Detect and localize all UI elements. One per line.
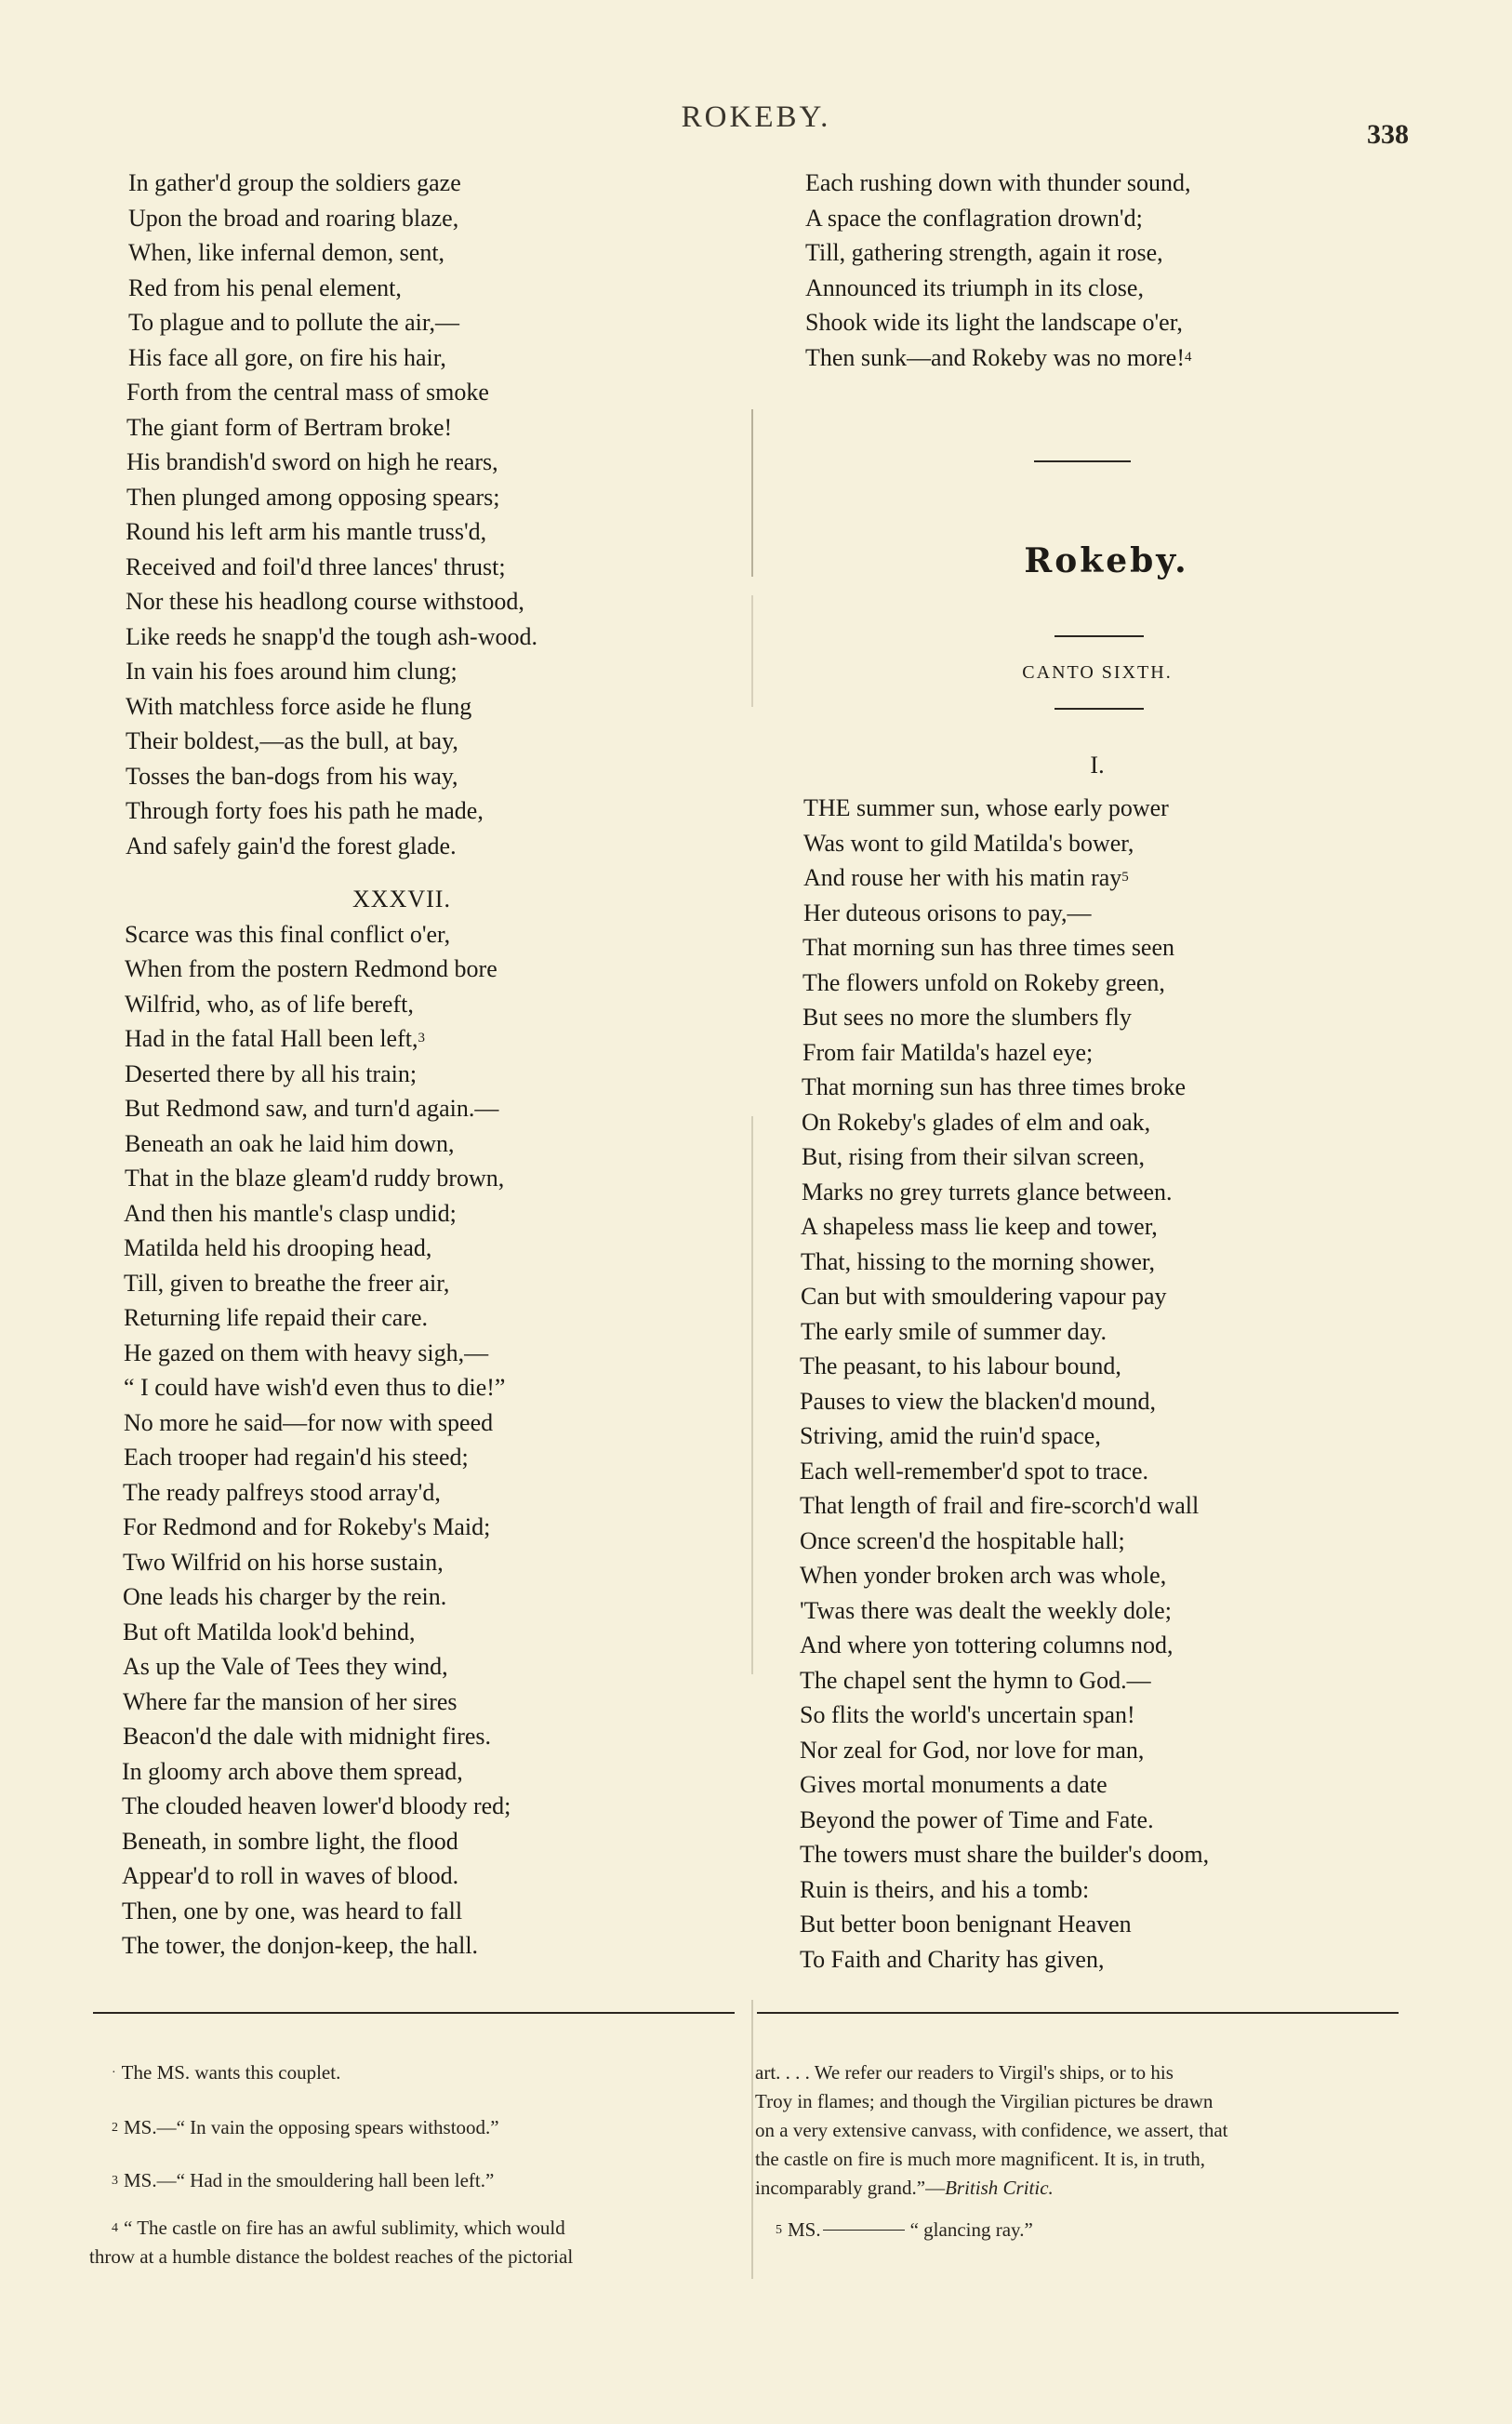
- footnote-text: MS.—“ Had in the smouldering hall been left.”: [124, 2169, 495, 2191]
- verse-line: Her duteous orisons to pay,—: [803, 899, 1092, 926]
- verse-line: That in the blaze gleam'd ruddy brown,: [125, 1165, 505, 1192]
- verse-line: His face all gore, on fire his hair,: [128, 343, 446, 371]
- footnotes-left: [89, 2214, 740, 2271]
- verse-line: In gloomy arch above them spread,: [122, 1757, 463, 1785]
- footnote-4-line: art. . . . We refer our readers to Virgil's ships, or to his: [755, 2061, 1174, 2084]
- verse-line: Two Wilfrid on his horse sustain,: [123, 1548, 444, 1576]
- canto-title: CANTO SIXTH.: [1022, 662, 1173, 683]
- verse-line: But oft Matilda look'd behind,: [123, 1618, 416, 1645]
- verse-line: In gather'd group the soldiers gaze: [128, 169, 461, 196]
- verse-line: Nor these his headlong course withstood,: [126, 588, 524, 615]
- verse-line: Then, one by one, was heard to fall: [122, 1897, 463, 1925]
- verse-line: Wilfrid, who, as of life bereft,: [125, 990, 414, 1018]
- footnote-label: MS.: [788, 2218, 821, 2241]
- verse-line: Beacon'd the dale with midnight fires.: [123, 1723, 492, 1750]
- verse-line: Striving, amid the ruin'd space,: [800, 1422, 1101, 1449]
- footnote-mark: 2: [112, 2121, 118, 2135]
- verse-line: On Rokeby's glades of elm and oak,: [802, 1108, 1151, 1136]
- footnote-4-line: on a very extensive canvass, with confidence, we assert, that: [755, 2119, 1228, 2141]
- verse-line: Deserted there by all his train;: [125, 1059, 418, 1087]
- verse-line: As up the Vale of Tees they wind,: [123, 1653, 448, 1680]
- footnote-ref: 4: [1184, 349, 1192, 365]
- verse-line: Gives mortal monuments a date: [800, 1771, 1107, 1798]
- verse-line: But, rising from their silvan screen,: [802, 1143, 1145, 1170]
- verse-line: In vain his foes around him clung;: [126, 658, 458, 685]
- verse-line: Returning life repaid their care.: [124, 1304, 429, 1331]
- footnote-2: [112, 2113, 740, 2142]
- verse-line: Each well-remember'd spot to trace.: [800, 1457, 1149, 1485]
- footnote-mark: ·: [112, 2066, 116, 2080]
- verse-line: That, hissing to the morning shower,: [801, 1247, 1155, 1275]
- footnotes-right: [749, 2058, 1419, 2244]
- verse-line: But Redmond saw, and turn'd again.—: [125, 1095, 499, 1122]
- verse-line: The clouded heaven lower'd bloody red;: [122, 1792, 511, 1819]
- verse-line: Till, gathering strength, again it rose,: [805, 239, 1163, 266]
- verse-line: The ready palfreys stood array'd,: [123, 1478, 441, 1506]
- verse-line: Each trooper had regain'd his steed;: [124, 1444, 469, 1471]
- footnote-4-line: Troy in flames; and though the Virgilian pictures be drawn: [755, 2090, 1214, 2112]
- verse-line: Nor zeal for God, nor love for man,: [800, 1736, 1145, 1764]
- section-rule: [1054, 708, 1144, 710]
- verse-line: The peasant, to his labour bound,: [800, 1352, 1121, 1379]
- verse-line: Shook wide its light the landscape o'er,: [805, 309, 1183, 336]
- footnote-5: [776, 2216, 1419, 2244]
- verse-line: Received and foil'd three lances' thrust;: [126, 553, 506, 580]
- verse-line: When, like infernal demon, sent,: [128, 239, 445, 266]
- verse-block-2: [123, 917, 718, 1964]
- footnote-mark: 5: [776, 2223, 782, 2237]
- verse-line: And then his mantle's clasp undid;: [124, 1199, 457, 1227]
- footnote-4-end: [755, 2174, 1419, 2203]
- verse-line: Round his left arm his mantle truss'd,: [126, 518, 487, 545]
- footnote-rule: [757, 2012, 1399, 2014]
- verse-block-1: [123, 166, 718, 863]
- footnote-mark: 3: [112, 2174, 118, 2188]
- verse-line: Tosses the ban-dogs from his way,: [126, 762, 458, 790]
- verse-line: Through forty foes his path he made,: [126, 797, 484, 824]
- verse-line: To Faith and Charity has given,: [800, 1945, 1105, 1973]
- verse-line: No more he said—for now with speed: [124, 1408, 494, 1436]
- footnote-text: incomparably grand.”—: [755, 2177, 946, 2199]
- verse-line: So flits the world's uncertain span!: [800, 1701, 1135, 1728]
- verse-line: That morning sun has three times seen: [802, 934, 1175, 961]
- verse-line: When yonder broken arch was whole,: [800, 1562, 1167, 1589]
- footnote-ref: 3: [418, 1031, 425, 1046]
- footnote-mark: 4: [112, 2221, 118, 2235]
- verse-line: The early smile of summer day.: [801, 1317, 1107, 1345]
- footnote-1: [112, 2058, 740, 2087]
- footnote-text: The MS. wants this couplet.: [121, 2061, 341, 2084]
- verse-line: Forth from the central mass of smoke: [126, 379, 489, 406]
- verse-line: When from the postern Redmond bore: [125, 955, 497, 982]
- footnote-text: “ glancing ray.”: [909, 2218, 1033, 2241]
- verse-line: The flowers unfold on Rokeby green,: [802, 968, 1165, 996]
- footnote-source: British Critic.: [945, 2177, 1054, 2199]
- verse-line: “ I could have wish'd even thus to die!”: [124, 1374, 506, 1401]
- verse-line: The towers must share the builder's doom,: [800, 1841, 1210, 1868]
- verse-line: Beneath, in sombre light, the flood: [122, 1827, 458, 1855]
- verse-line: And safely gain'd the forest glade.: [126, 832, 457, 859]
- footnote-ref: 5: [1121, 870, 1129, 885]
- verse-line: Marks no grey turrets glance between.: [802, 1178, 1173, 1205]
- verse-line: A space the conflagration drown'd;: [805, 204, 1143, 232]
- verse-line: Each rushing down with thunder sound,: [805, 169, 1191, 196]
- verse-line: Had in the fatal Hall been left,$^3$: [125, 1025, 425, 1052]
- gutter-line: [751, 595, 753, 707]
- verse-line: But sees no more the slumbers fly: [802, 1004, 1132, 1031]
- verse-line: To plague and to pollute the air,—: [128, 309, 459, 336]
- verse-line: For Redmond and for Rokeby's Maid;: [123, 1513, 491, 1540]
- running-head: ROKEBY.: [681, 100, 831, 134]
- section-title: Rokeby.: [1024, 541, 1189, 580]
- verse-line: He gazed on them with heavy sigh,—: [124, 1339, 489, 1366]
- footnote-4-line: the castle on fire is much more magnificent. It is, in truth,: [755, 2148, 1206, 2170]
- verse-line: One leads his charger by the rein.: [123, 1583, 447, 1610]
- verse-line: Their boldest,—as the bull, at bay,: [126, 727, 458, 754]
- verse-line: Announced its triumph in its close,: [805, 273, 1144, 301]
- page-number: 338: [1367, 119, 1409, 150]
- verse-line: Beneath an oak he laid him down,: [125, 1129, 455, 1157]
- section-rule: [1034, 460, 1131, 462]
- verse-line: And where yon tottering columns nod,: [800, 1632, 1174, 1658]
- verse-line: Matilda held his drooping head,: [124, 1234, 432, 1261]
- footnotes-left: [89, 2166, 740, 2195]
- footnotes-left: [89, 2058, 740, 2087]
- footnote-4-start: [112, 2214, 740, 2243]
- verse-line: From fair Matilda's hazel eye;: [802, 1038, 1094, 1066]
- verse-line: Upon the broad and roaring blaze,: [128, 204, 459, 232]
- verse-line: Then plunged among opposing spears;: [126, 483, 500, 511]
- stanza-number: XXXVII.: [352, 886, 451, 912]
- footnote-rule: [93, 2012, 735, 2014]
- left-column: [123, 166, 718, 1964]
- gutter-line: [751, 1116, 753, 1674]
- verse-line: But better boon benignant Heaven: [800, 1911, 1132, 1938]
- verse-line: The giant form of Bertram broke!: [126, 413, 453, 441]
- footnote-4-line: throw at a humble distance the boldest reaches of the pictorial: [89, 2245, 574, 2268]
- verse-line: Beyond the power of Time and Fate.: [800, 1805, 1154, 1833]
- verse-line: His brandish'd sword on high he rears,: [126, 448, 498, 475]
- verse-line: Red from his penal element,: [128, 273, 402, 301]
- verse-line: Till, given to breathe the freer air,: [124, 1269, 450, 1297]
- verse-line: That length of frail and fire-scorch'd wall: [800, 1492, 1200, 1519]
- footnote-dash: [823, 2230, 905, 2231]
- verse-line: The tower, the donjon-keep, the hall.: [122, 1932, 479, 1959]
- footnotes-left: [89, 2113, 740, 2142]
- stanza-number: I.: [1090, 752, 1105, 779]
- footnote-text: MS.—“ In vain the opposing spears withstood.”: [124, 2116, 499, 2138]
- verse-line: The chapel sent the hymn to God.—: [800, 1666, 1151, 1694]
- verse-line: With matchless force aside he flung: [126, 692, 472, 720]
- section-rule: [1054, 635, 1144, 637]
- verse-line: A shapeless mass lie keep and tower,: [801, 1213, 1158, 1240]
- right-stanza: [800, 791, 1432, 1977]
- verse-line: Pauses to view the blacken'd mound,: [800, 1387, 1157, 1415]
- verse-line: THE summer sun, whose early power: [803, 794, 1169, 821]
- footnote-3: [112, 2166, 740, 2195]
- right-column-top: [805, 166, 1419, 375]
- verse-line: Appear'd to roll in waves of blood.: [122, 1862, 459, 1889]
- verse-line: Scarce was this final conflict o'er,: [125, 920, 451, 948]
- footnote-text: “ The castle on fire has an awful sublimity, which would: [124, 2217, 565, 2239]
- verse-line: Ruin is theirs, and his a tomb:: [800, 1875, 1090, 1903]
- verse-line: Like reeds he snapp'd the tough ash-wood.: [126, 622, 537, 650]
- verse-line: Once screen'd the hospitable hall;: [800, 1526, 1125, 1554]
- verse-line: 'Twas there was dealt the weekly dole;: [800, 1596, 1172, 1624]
- verse-line: Was wont to gild Matilda's bower,: [803, 829, 1134, 857]
- verse-line: Then sunk—and Rokeby was no more!$^4$: [805, 343, 1192, 371]
- verse-line: That morning sun has three times broke: [802, 1073, 1187, 1100]
- verse-line: Can but with smouldering vapour pay: [801, 1283, 1167, 1310]
- verse-line: And rouse her with his matin ray$^5$: [803, 864, 1129, 891]
- verse-line: Where far the mansion of her sires: [123, 1687, 458, 1715]
